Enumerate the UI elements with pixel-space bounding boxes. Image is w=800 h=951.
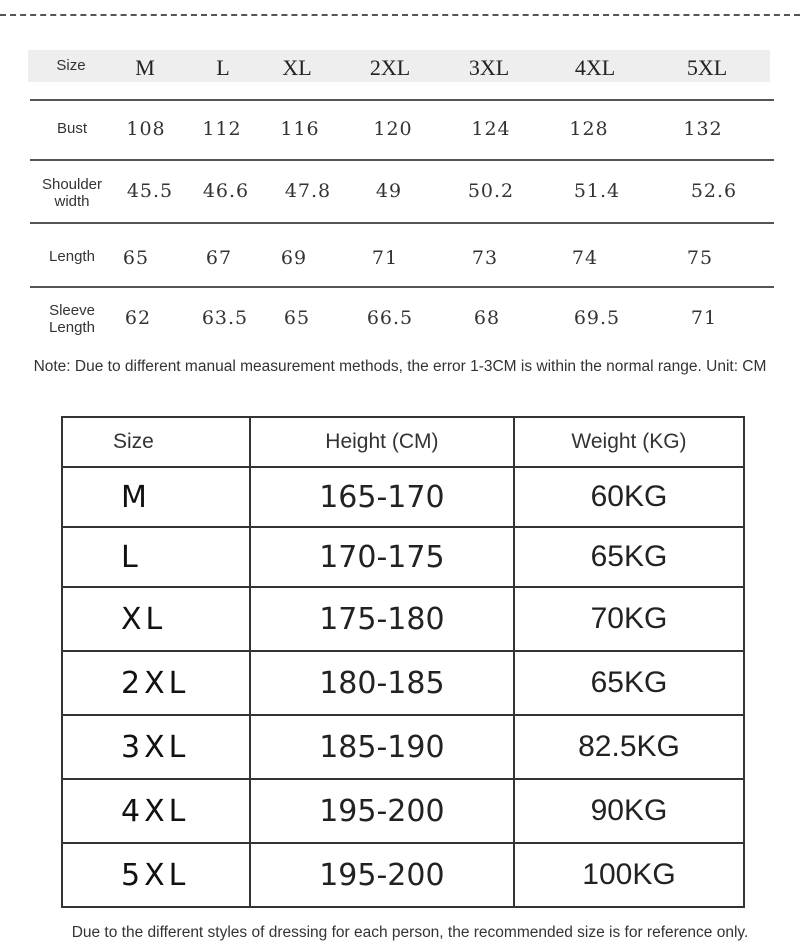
sleeve-5xl: 71	[690, 307, 718, 329]
row-label-sleeve-line1: Sleeve	[49, 302, 95, 319]
hw-size: 5XL	[121, 857, 190, 893]
row-label-shoulder-line1: Shoulder	[41, 176, 103, 193]
bust-l: 112	[202, 118, 242, 140]
hw-height: 180-185	[319, 665, 445, 701]
hw-height: 195-200	[319, 857, 445, 893]
hw-weight: 70KG	[590, 602, 668, 635]
shoulder-5xl: 52.6	[690, 180, 738, 202]
hw-weight: 65KG	[590, 540, 668, 573]
hw-height: 185-190	[319, 729, 445, 765]
hw-size: 4XL	[121, 793, 190, 829]
row-label-shoulder	[28, 176, 116, 210]
table-row	[62, 527, 744, 587]
hw-height: 175-180	[319, 601, 445, 637]
sleeve-2xl: 66.5	[366, 307, 414, 329]
size-header-4xl: 4XL	[574, 55, 616, 80]
sleeve-l: 63.5	[201, 307, 249, 329]
height-weight-table	[61, 416, 745, 908]
sleeve-m: 62	[124, 307, 152, 329]
sleeve-3xl: 68	[473, 307, 501, 329]
hw-size: L	[121, 539, 142, 575]
hw-height: 170-175	[319, 539, 445, 575]
size-header-3xl: 3XL	[468, 55, 510, 80]
hw-weight: 90KG	[590, 794, 668, 827]
measurement-row-length	[28, 222, 776, 284]
length-4xl: 74	[571, 247, 599, 269]
size-header-l: L	[216, 55, 230, 80]
hw-height: 165-170	[319, 479, 445, 515]
size-header-2xl: 2XL	[369, 55, 411, 80]
bust-3xl: 124	[471, 118, 511, 140]
measurement-header-row	[28, 50, 770, 82]
hw-size: 2XL	[121, 665, 190, 701]
bust-5xl: 132	[683, 118, 723, 140]
measurement-table	[28, 50, 776, 348]
shoulder-m: 45.5	[126, 180, 174, 202]
size-header-xl: XL	[282, 55, 312, 80]
length-m: 65	[122, 247, 150, 269]
hw-weight: 82.5KG	[578, 730, 680, 763]
table-row	[62, 779, 744, 843]
row-label-bust: Bust	[56, 120, 87, 137]
hw-header-row	[62, 417, 744, 467]
hw-size: 3XL	[121, 729, 190, 765]
row-label-sleeve-line2: Length	[49, 319, 95, 336]
measurement-row-shoulder	[28, 160, 776, 222]
size-header-label: Size	[56, 57, 86, 74]
hw-header-height: Height (CM)	[250, 417, 514, 467]
hw-header-weight: Weight (KG)	[514, 417, 744, 467]
table-row	[62, 715, 744, 779]
bust-m: 108	[126, 118, 166, 140]
size-reference-note: Due to the different styles of dressing for each person, the recommended size is for reference only.	[71, 924, 749, 941]
length-3xl: 73	[471, 247, 499, 269]
size-header-m: M	[135, 55, 155, 80]
table-row	[62, 651, 744, 715]
size-header-5xl: 5XL	[686, 55, 728, 80]
top-dashed-divider	[0, 14, 800, 16]
sleeve-4xl: 69.5	[573, 307, 621, 329]
sleeve-xl: 65	[283, 307, 311, 329]
hw-size: M	[121, 479, 151, 515]
measurement-row-sleeve	[28, 284, 776, 348]
length-xl: 69	[280, 247, 308, 269]
shoulder-2xl: 49	[375, 180, 403, 202]
shoulder-xl: 47.8	[284, 180, 332, 202]
hw-header-size: Size	[62, 417, 250, 467]
hw-weight: 100KG	[582, 858, 676, 891]
hw-weight: 65KG	[590, 666, 668, 699]
hw-size: XL	[121, 601, 167, 637]
shoulder-4xl: 51.4	[573, 180, 621, 202]
table-row	[62, 587, 744, 651]
shoulder-3xl: 50.2	[467, 180, 515, 202]
table-row	[62, 467, 744, 527]
row-label-length: Length	[49, 248, 95, 265]
length-l: 67	[205, 247, 233, 269]
table-row	[62, 843, 744, 907]
row-label-shoulder-line2: width	[54, 193, 90, 210]
measurement-row-bust	[28, 100, 776, 160]
bust-2xl: 120	[373, 118, 413, 140]
hw-height: 195-200	[319, 793, 445, 829]
shoulder-l: 46.6	[202, 180, 250, 202]
measurement-note: Note: Due to different manual measurement methods, the error 1-3CM is within the normal range. Unit: CM	[33, 358, 767, 375]
bust-4xl: 128	[569, 118, 609, 140]
hw-weight: 60KG	[590, 480, 668, 513]
bust-xl: 116	[280, 118, 320, 140]
length-2xl: 71	[371, 247, 399, 269]
length-5xl: 75	[686, 247, 714, 269]
